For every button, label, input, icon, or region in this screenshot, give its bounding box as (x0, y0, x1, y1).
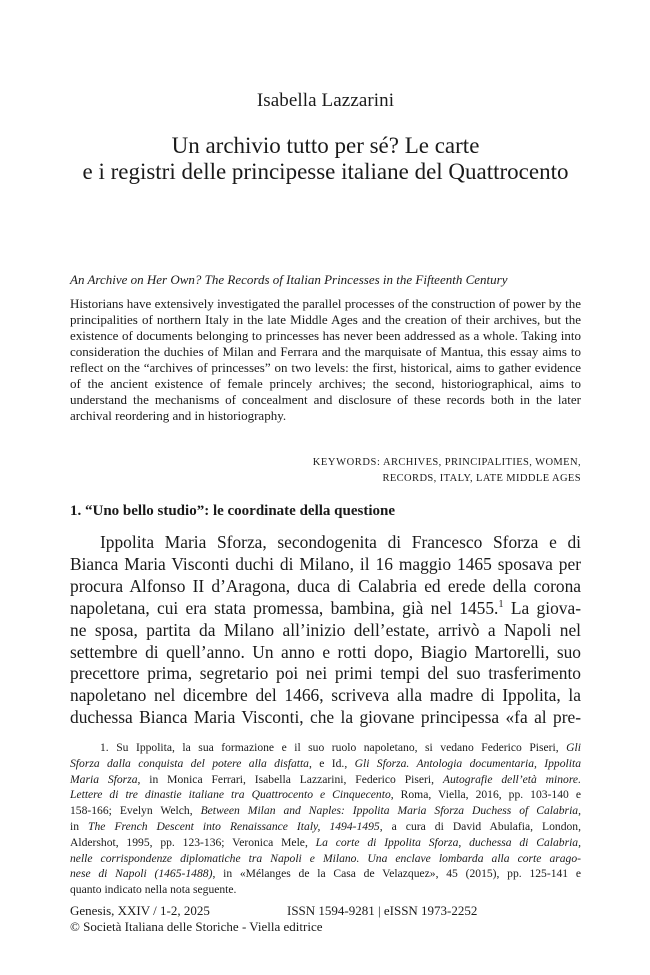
body-line: napoletano nel dicembre del 1466, scriveva alla madre di Ippolita, la (70, 685, 581, 706)
footnote-line: 158-166; Evelyn Welch, Between Milan and Naples: Ippolita Maria Sforza Duchess of Calabria, (70, 804, 581, 818)
section-heading: 1. “Uno bello studio”: le coordinate della questione (70, 503, 396, 519)
body-line: Bianca Maria Visconti duchi di Milano, il 16 maggio 1465 sposava per (70, 553, 581, 574)
footnote-line: Aldershot, 1995, pp. 123-136; Veronica Mele, La corte di Ippolita Sforza, duchessa di Calabria, (70, 835, 581, 849)
body-line-tail: La giova- (503, 597, 581, 618)
body-line: duchessa Bianca Maria Visconti, che la giovane principessa «fa al pre- (70, 707, 581, 728)
body-line: settembre di quell’anno. Un anno e rotti dopo, Biagio Martorelli, suo (70, 641, 581, 662)
body-line: procura Alfonso II d’Aragona, duca di Calabria ed erede della corona (70, 575, 581, 596)
article-title (70, 133, 581, 185)
abstract-text: Historians have extensively investigated the parallel processes of the construction of power by the principalities of northern Italy in the late Middle Ages and the creation of their archives, but the existence of documents belonging to princesses has never been addressed as a whole. Taking into consideration the duchies of Milan and Ferrara and the marquisate of Mantua, this essay aims to reflect on the “archives of princesses” on two levels: the first, historical, aims to gather evidence of the ancient existence of female princely archives; the second, historiographical, aims to understand the mechanisms of concealment and disclosure of these records both in the later archival reordering and in historiography. (70, 296, 581, 423)
footnote-line: quanto indicato nella nota seguente. (70, 883, 237, 897)
body-text (70, 532, 581, 729)
english-title: An Archive on Her Own? The Records of Italian Princesses in the Fifteenth Century (70, 272, 508, 287)
body-line: ne sposa, partita da Milano all’inizio dell’estate, arrivò a Napoli nel (70, 619, 581, 640)
journal-citation: Genesis, XXIV / 1-2, 2025 (70, 903, 210, 918)
page-footer (70, 903, 581, 935)
keywords-line-2: RECORDS, ITALY, LATE MIDDLE AGES (382, 473, 581, 484)
footnote-line: Maria Sforza, in Monica Ferrari, Isabella Lazzarini, Federico Piseri, Autografie dell’età minore. (70, 772, 581, 786)
footnote-reference[interactable]: 1 (498, 598, 504, 610)
keywords (70, 455, 581, 487)
keywords-label: KEYWORDS: (312, 457, 381, 468)
title-line-2: e i registri delle principesse italiane del Quattrocento (82, 159, 569, 184)
body-line-text: napoletana, cui era stata promessa, bambina, già nel 1455. (70, 597, 499, 618)
title-line-1: Un archivio tutto per sé? Le carte (171, 133, 480, 158)
copyright: © Società Italiana delle Storiche - Viella editrice (70, 919, 323, 934)
footnote-line: Lettere di tre dinastie italiane tra Quattrocento e Cinquecento, Roma, Viella, 2016, pp. 103-140 e (70, 788, 581, 802)
footnote-line: Sforza dalla conquista del potere alla disfatta, e Id., Gli Sforza. Antologia documentaria, Ippolita (70, 756, 581, 770)
keywords-line-1: ARCHIVES, PRINCIPALITIES, WOMEN, (382, 457, 581, 468)
body-line: Ippolita Maria Sforza, secondogenita di Francesco Sforza e di (100, 532, 581, 552)
body-line: precettore prima, segretario poi nei primi tempi del suo trasferimento (70, 663, 581, 684)
footnote (70, 740, 581, 898)
footnote-line: in The French Descent into Renaissance Italy, 1494-1495, a cura di David Abulafia, London, (70, 819, 581, 833)
author-name: Isabella Lazzarini (256, 90, 395, 111)
footnote-line: 1. Su Ippolita, la sua formazione e il suo ruolo napoletano, si vedano Federico Piseri, Gli (100, 741, 581, 754)
body-line (70, 598, 581, 620)
footnote-line: nese di Napoli (1465-1488), in «Mélanges de la Casa de Velazquez», 45 (2015), pp. 125-141 e (70, 867, 581, 881)
issn: ISSN 1594-9281 | eISSN 1973-2252 (287, 903, 478, 918)
footnote-line: nelle corrispondenze diplomatiche tra Napoli e Milano. Una enclave lombarda alla corte arago- (70, 851, 581, 865)
